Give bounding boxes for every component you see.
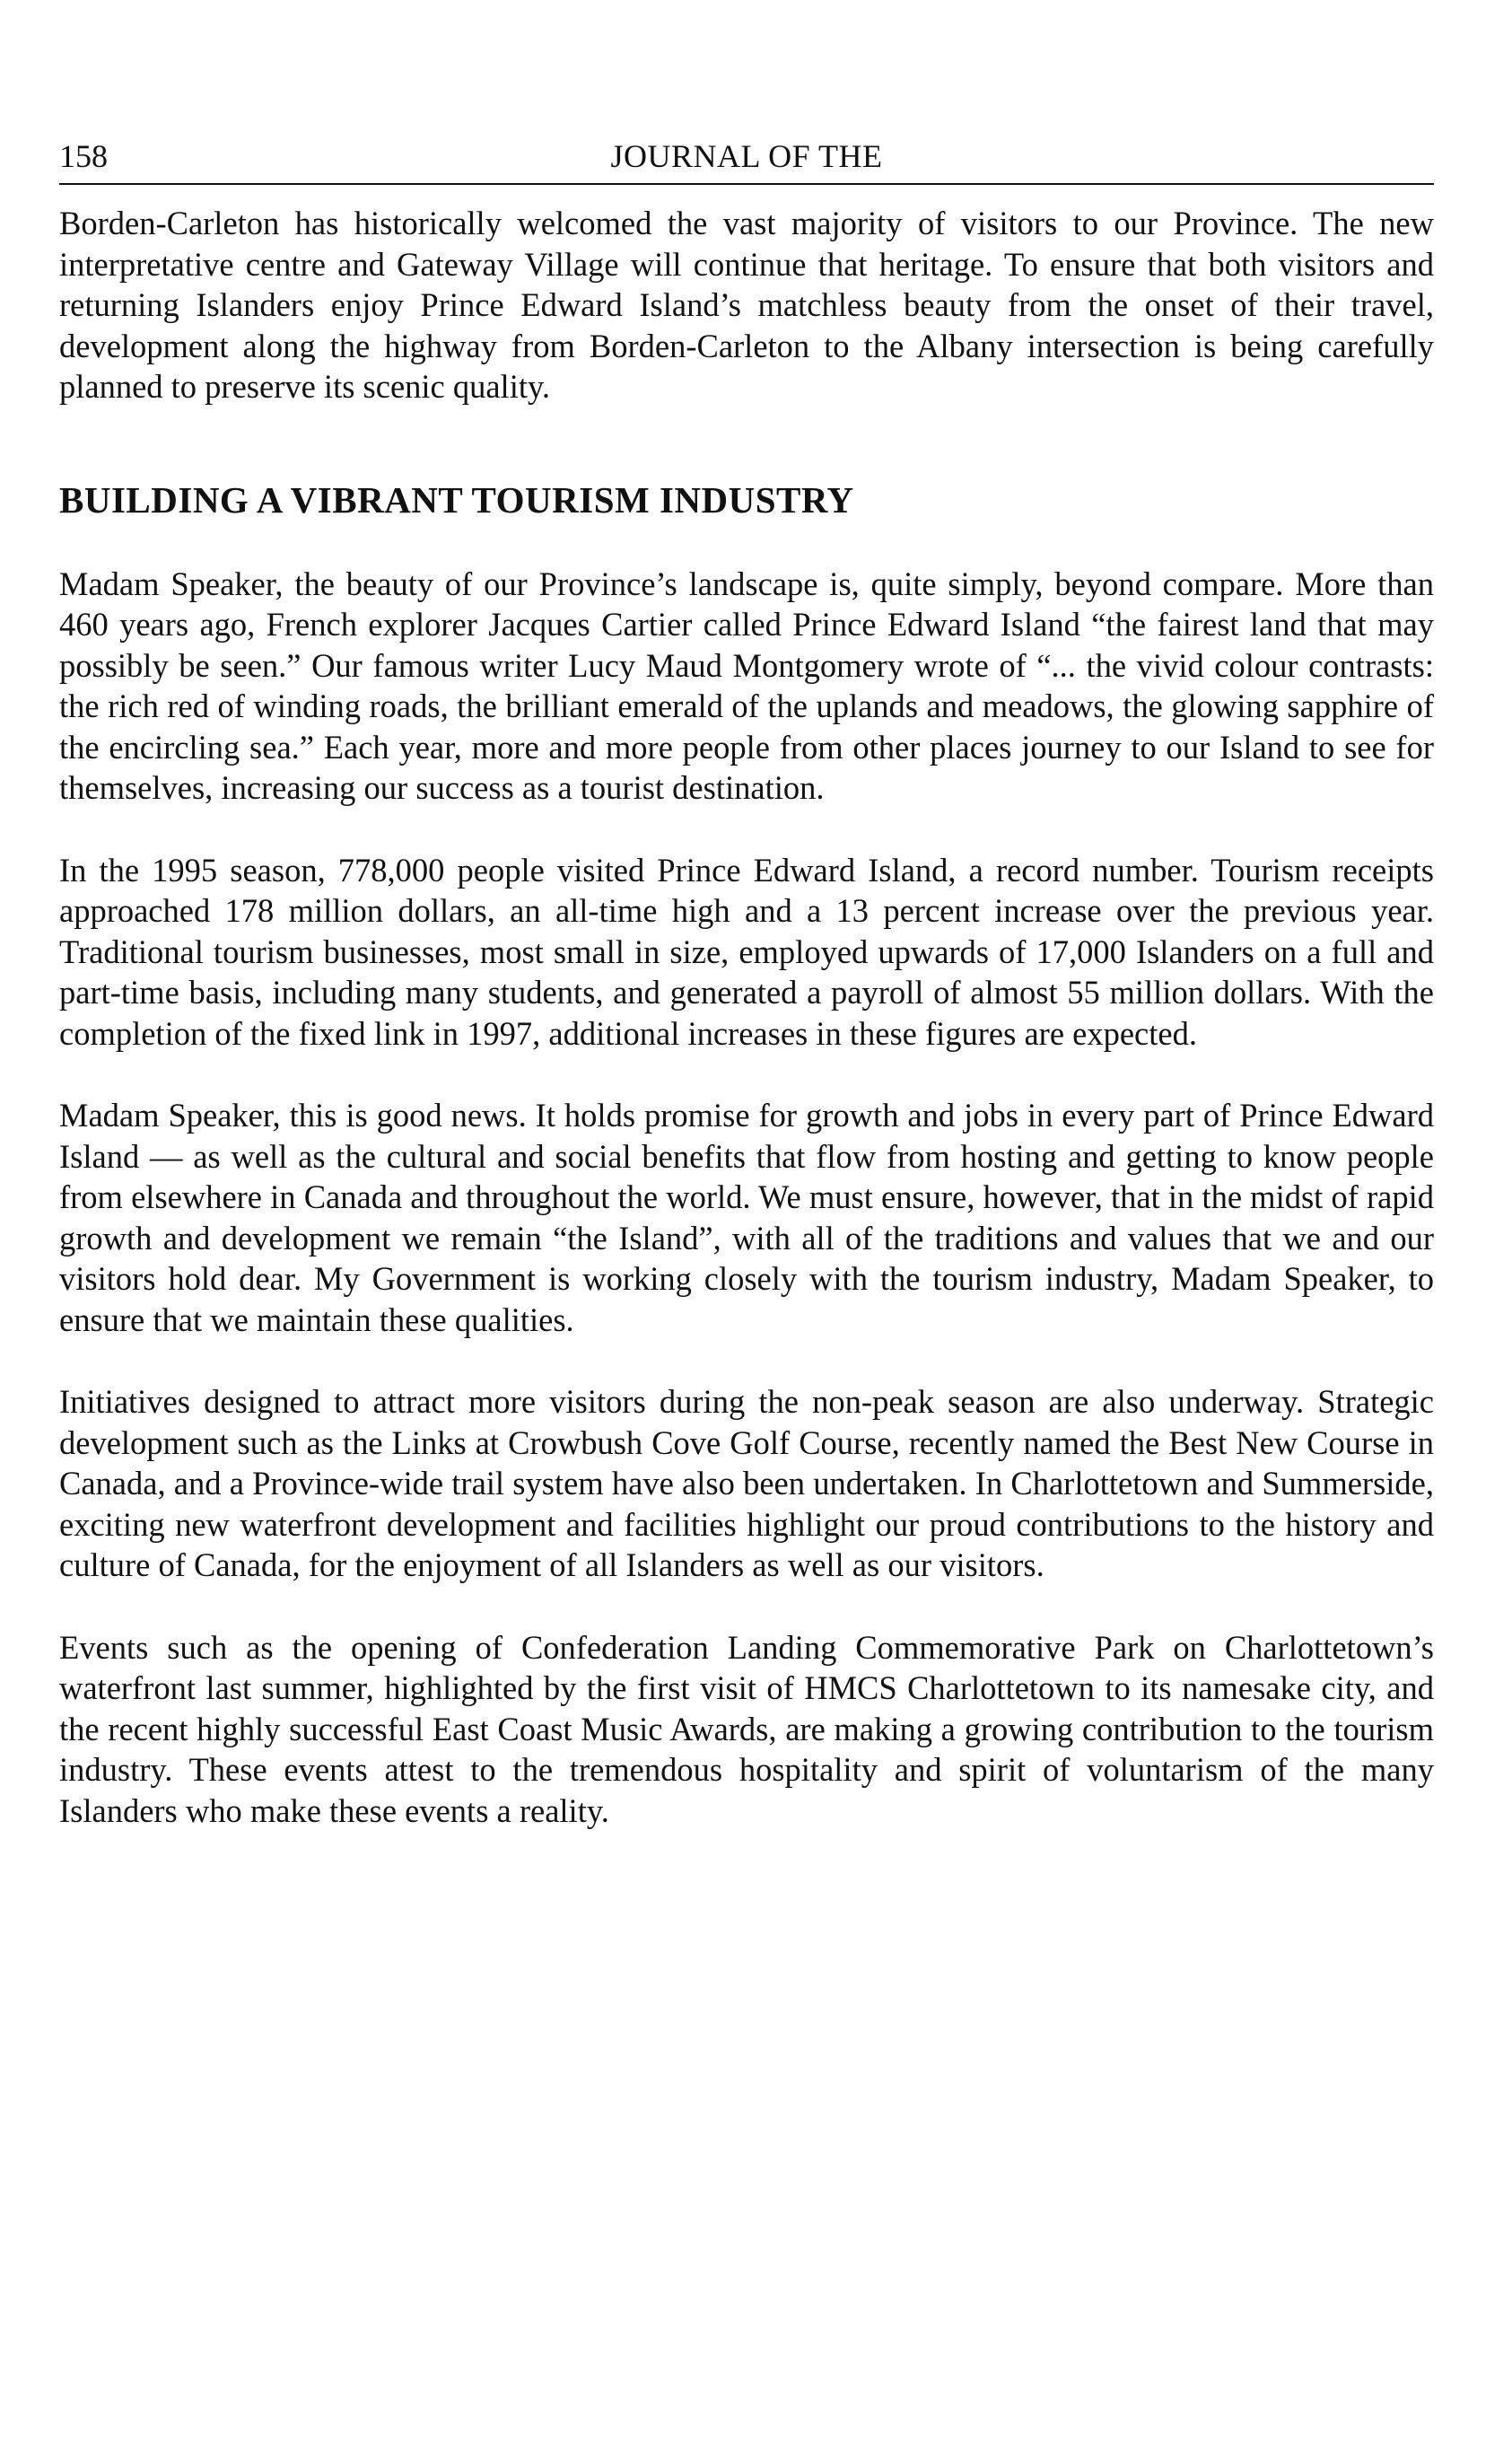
body-paragraph: In the 1995 season, 778,000 people visited Prince Edward Island, a record number. Tourism receipts approached 178 million dollars, an all-time high and a 13 percent increase over the previous year. Traditional tourism businesses, most small in size, employed upwards of 17,000 Islanders on a full and part-time basis, including many students, and generated a payroll of almost 55 million dollars. With the completion of the fixed link in 1997, additional increases in these figures are expected. [59,851,1434,1052]
journal-title: JOURNAL OF THE [610,138,883,174]
journal-page [59,133,1434,1831]
body-paragraph: Events such as the opening of Confederation Landing Commemorative Park on Charlottetown’s waterfront last summer, highlighted by the first visit of HMCS Charlottetown to its namesake city, and the recent highly successful East Coast Music Awards, are making a growing contribution to the tourism industry. These events attest to the tremendous hospitality and spirit of voluntarism of the many Islanders who make these events a reality. [59,1628,1434,1829]
body-paragraph: Madam Speaker, the beauty of our Province’s landscape is, quite simply, beyond compare. More than 460 years ago, French explorer Jacques Cartier called Prince Edward Island “the fairest land that may possibly be seen.” Our famous writer Lucy Maud Montgomery wrote of “... the vivid colour contrasts: the rich red of winding roads, the brilliant emerald of the uplands and meadows, the glowing sapphire of the encircling sea.” Each year, more and more people from other places journey to our Island to see for themselves, increasing our success as a tourist destination. [59,565,1434,806]
running-header [59,133,1434,185]
page-number: 158 [59,138,108,174]
body-paragraph: Initiatives designed to attract more visitors during the non-peak season are also underway. Strategic development such as the Links at Crowbush Cove Golf Course, recently named the Best New Course in Canada, and a Province-wide trail system have also been undertaken. In Charlottetown and Summerside, exciting new waterfront development and facilities highlight our proud contributions to the history and culture of Canada, for the enjoyment of all Islanders as well as our visitors. [59,1383,1434,1583]
intro-paragraph: Borden-Carleton has historically welcomed the vast majority of visitors to our Province. The new interpretative centre and Gateway Village will continue that heritage. To ensure that both visitors and returning Islanders enjoy Prince Edward Island’s matchless beauty from the onset of their travel, development along the highway from Borden-Carleton to the Albany intersection is being carefully planned to preserve its scenic quality. [59,205,1434,405]
body-paragraph: Madam Speaker, this is good news. It holds promise for growth and jobs in every part of Prince Edward Island — as well as the cultural and social benefits that flow from hosting and getting to know people from elsewhere in Canada and throughout the world. We must ensure, however, that in the midst of rapid growth and development we remain “the Island”, with all of the traditions and values that we and our visitors hold dear. My Government is working closely with the tourism industry, Madam Speaker, to ensure that we maintain these qualities. [59,1097,1434,1338]
section-heading: BUILDING A VIBRANT TOURISM INDUSTRY [59,478,854,521]
